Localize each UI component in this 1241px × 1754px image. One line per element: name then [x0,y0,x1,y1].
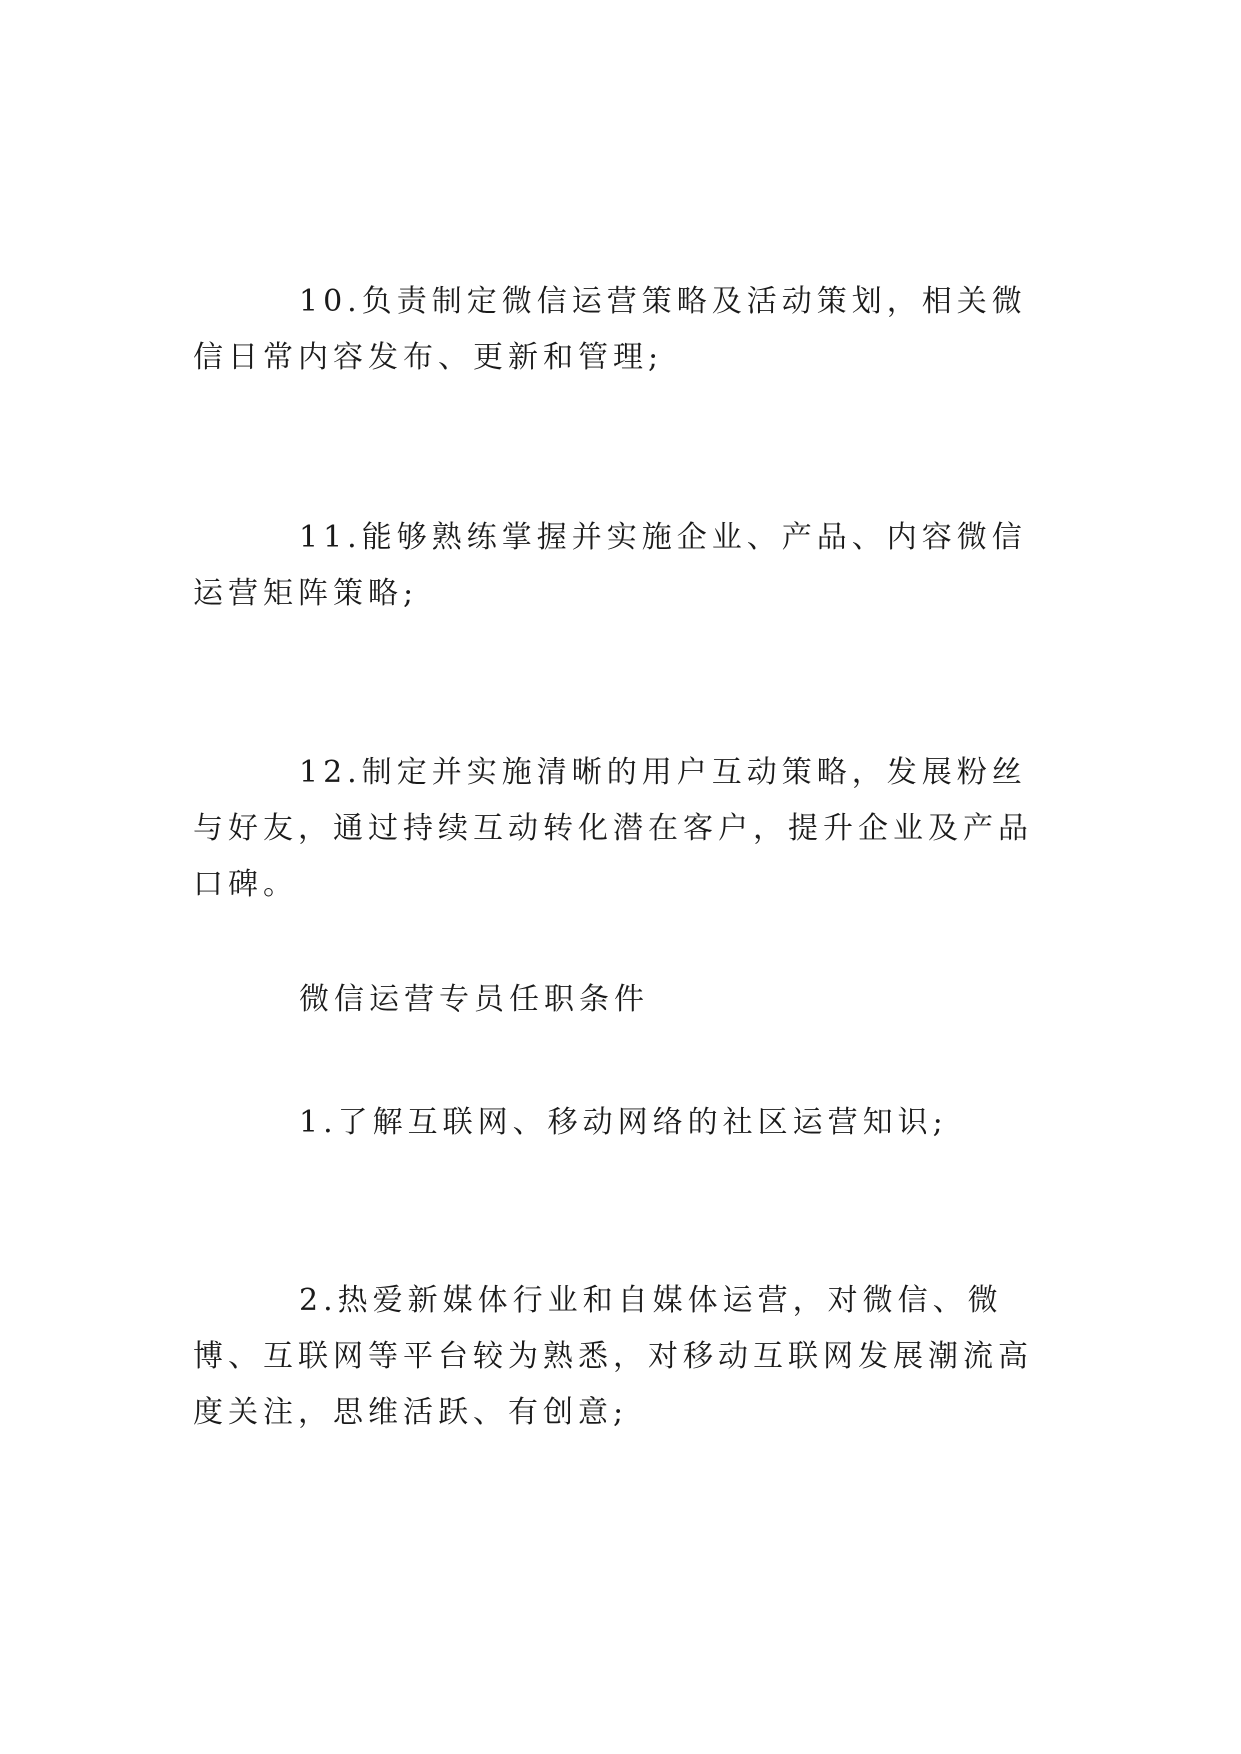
paragraph-item-11: 11.能够熟练掌握并实施企业、产品、内容微信运营矩阵策略; [193,520,1027,611]
paragraph-item-10: 10.负责制定微信运营策略及活动策划，相关微信日常内容发布、更新和管理; [193,284,1027,375]
paragraph-item-12: 12.制定并实施清晰的用户互动策略，发展粉丝与好友，通过持续互动转化潜在客户，提升企业及产品口碑。 [193,755,1033,902]
section-heading: 微信运营专员任职条件 [299,982,649,1017]
requirement-item-1: 1.了解互联网、移动网络的社区运营知识; [299,1105,948,1140]
requirement-item-2: 2.热爱新媒体行业和自媒体运营，对微信、微博、互联网等平台较为熟悉，对移动互联网发展潮流高度关注，思维活跃、有创意; [193,1283,1033,1430]
